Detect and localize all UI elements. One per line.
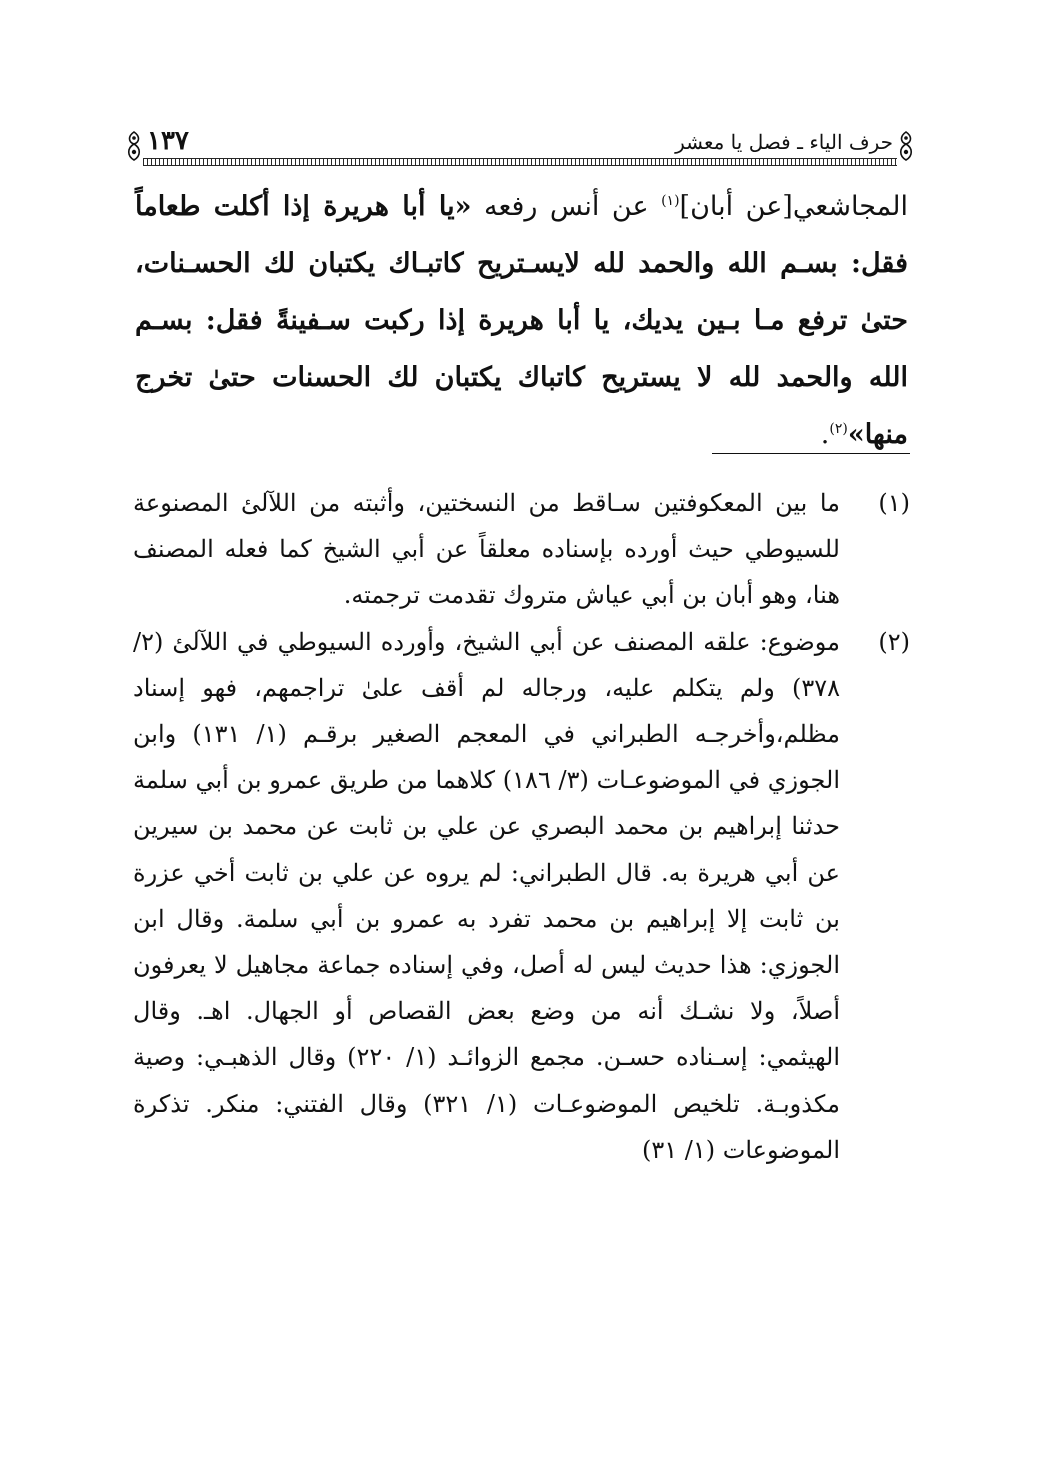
main-text-end: . xyxy=(820,419,830,450)
ornament-left-icon xyxy=(125,130,143,162)
main-text xyxy=(135,178,908,463)
footnote-1 xyxy=(133,480,910,619)
footnotes xyxy=(133,480,910,1173)
footnote-text: موضوع: علقه المصنف عن أبي الشيخ، وأورده السيوطي في اللآلئ (٢/ ٣٧٨) ولم يتكلم عليه، ورجاله لم أقف علىٰ تراجمهم، فهو إسناد مظلم،وأخرجـه الطبراني في المعجم الصغير برقـم (١/ ١٣١) وابن الجوزي في الموضوعـات (٣/ ١٨٦) كلاهما من طريق عمرو بن أبي سلمة حدثنا إبراهيم بن محمد البصري عن علي بن ثابت عن محمد بن سيرين عن أبي هريرة به. قال الطبراني: لم يروه عن علي بن ثابت أخي عزرة بن ثابت إلا إبراهيم بن محمد تفرد به عمرو بن أبي سلمة. وقال ابن الجوزي: هذا حديث ليس له أصل، وفي إسناده جماعة مجاهيل لا يعرفون أصلاً، ولا نشـك أنه من وضع بعض القصاص أو الجهال. اهـ. وقال الهيثمي: إسـناده حسـن. مجمع الزوائـد (١/ ٢٢٠) وقال الذهبـي: وصية مكذوبـة. تلخيص الموضوعـات (١/ ٣٢١) وقال الفتني: منكر. تذكرة الموضوعات (١/ ٣١) xyxy=(133,627,841,1164)
page-header xyxy=(125,128,915,174)
footnote-2 xyxy=(133,619,910,1173)
main-text-prefix: المجاشعي[عن أبان] xyxy=(679,191,908,222)
footnote-number: (٢) xyxy=(878,627,910,656)
running-title: حرف الياء ـ فصل يا معشر xyxy=(675,130,893,154)
page-number: ١٣٧ xyxy=(147,126,189,156)
footnote-separator xyxy=(712,453,910,454)
hadith-quote: «يا أبا هريرة إذا أكلت طعاماً فقل: بسـم الله والحمد لله لايسـتريح كاتبـاك يكتبان لك الحسـنات، حتىٰ ترفع مـا بـين يديك، يا أبا هريرة إذا ركبت سـفينةً فقل: بسـم الله والحمد لله لا يستريح كاتباك يكتبان لك الحسنات حتىٰ تخرج منها» xyxy=(135,191,908,450)
footnote-text: ما بين المعكوفتين سـاقط من النسختين، وأثبته من اللآلئ المصنوعة للسيوطي حيث أورده بإسناده معلقاً عن أبي الشيخ كما فعله المصنف هنا، وهو أبان بن أبي عياش متروك تقدمت ترجمته. xyxy=(133,489,840,610)
header-divider xyxy=(143,158,897,166)
ornament-right-icon xyxy=(897,130,915,162)
footnote-ref-2: (٢) xyxy=(829,421,848,437)
footnote-ref-1: (١) xyxy=(661,193,680,209)
footnote-number: (١) xyxy=(878,489,910,517)
main-text-mid: عن أنس رفعه xyxy=(471,191,662,222)
